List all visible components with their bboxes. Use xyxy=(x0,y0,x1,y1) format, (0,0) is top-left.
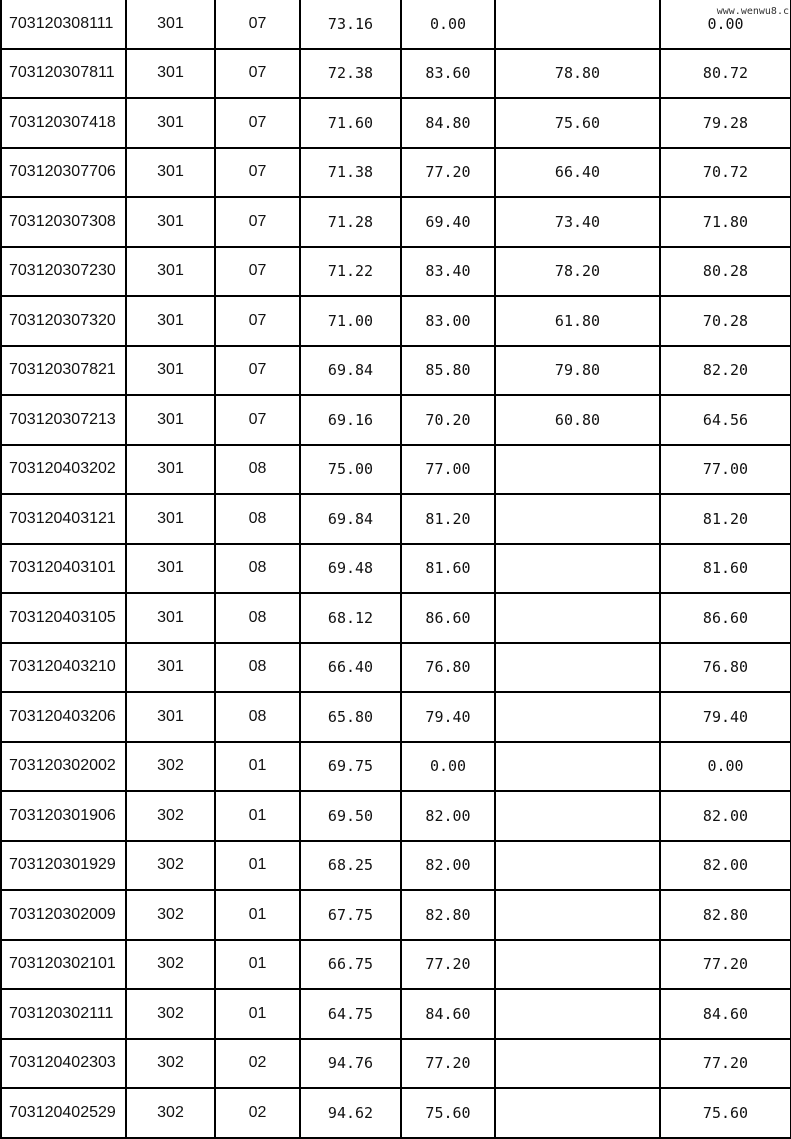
cell-final-score: 76.80 xyxy=(660,643,791,693)
cell-position-code: 301 xyxy=(126,247,215,297)
cell-written-score: 68.25 xyxy=(300,841,401,891)
cell-position-code: 301 xyxy=(126,98,215,148)
cell-final-score: 77.20 xyxy=(660,940,791,990)
cell-practical-score: 79.80 xyxy=(495,346,660,396)
cell-interview-score: 79.40 xyxy=(401,692,495,742)
cell-candidate-id: 703120302101 xyxy=(1,940,126,990)
cell-final-score: 64.56 xyxy=(660,395,791,445)
cell-practical-score: 73.40 xyxy=(495,197,660,247)
cell-final-score: 77.00 xyxy=(660,445,791,495)
cell-practical-score xyxy=(495,0,660,49)
cell-group-code: 07 xyxy=(215,395,300,445)
cell-candidate-id: 703120403101 xyxy=(1,544,126,594)
cell-position-code: 301 xyxy=(126,49,215,99)
table-body xyxy=(1,0,791,1138)
cell-group-code: 01 xyxy=(215,940,300,990)
cell-practical-score xyxy=(495,643,660,693)
cell-written-score: 72.38 xyxy=(300,49,401,99)
cell-practical-score xyxy=(495,1039,660,1089)
cell-position-code: 302 xyxy=(126,791,215,841)
cell-interview-score: 86.60 xyxy=(401,593,495,643)
cell-practical-score xyxy=(495,791,660,841)
cell-written-score: 94.76 xyxy=(300,1039,401,1089)
cell-position-code: 301 xyxy=(126,148,215,198)
cell-final-score: 82.00 xyxy=(660,841,791,891)
cell-group-code: 08 xyxy=(215,593,300,643)
cell-final-score: 70.28 xyxy=(660,296,791,346)
cell-interview-score: 76.80 xyxy=(401,643,495,693)
table-row xyxy=(1,791,791,841)
cell-written-score: 66.40 xyxy=(300,643,401,693)
cell-candidate-id: 703120307418 xyxy=(1,98,126,148)
cell-practical-score: 61.80 xyxy=(495,296,660,346)
table-row xyxy=(1,148,791,198)
cell-interview-score: 75.60 xyxy=(401,1088,495,1138)
cell-group-code: 08 xyxy=(215,544,300,594)
cell-group-code: 01 xyxy=(215,989,300,1039)
cell-final-score: 84.60 xyxy=(660,989,791,1039)
cell-final-score: 80.28 xyxy=(660,247,791,297)
cell-position-code: 301 xyxy=(126,296,215,346)
cell-group-code: 07 xyxy=(215,197,300,247)
table-row xyxy=(1,49,791,99)
cell-written-score: 71.28 xyxy=(300,197,401,247)
cell-candidate-id: 703120403206 xyxy=(1,692,126,742)
cell-position-code: 302 xyxy=(126,940,215,990)
cell-interview-score: 69.40 xyxy=(401,197,495,247)
cell-interview-score: 84.60 xyxy=(401,989,495,1039)
cell-practical-score: 78.80 xyxy=(495,49,660,99)
cell-candidate-id: 703120307811 xyxy=(1,49,126,99)
cell-interview-score: 0.00 xyxy=(401,742,495,792)
cell-group-code: 01 xyxy=(215,890,300,940)
cell-position-code: 302 xyxy=(126,1039,215,1089)
cell-written-score: 69.84 xyxy=(300,494,401,544)
watermark-text: www.wenwu8.c xyxy=(716,6,789,17)
table-row xyxy=(1,0,791,49)
cell-written-score: 69.16 xyxy=(300,395,401,445)
cell-position-code: 302 xyxy=(126,890,215,940)
cell-written-score: 67.75 xyxy=(300,890,401,940)
cell-group-code: 01 xyxy=(215,841,300,891)
cell-position-code: 301 xyxy=(126,445,215,495)
cell-written-score: 66.75 xyxy=(300,940,401,990)
cell-practical-score: 78.20 xyxy=(495,247,660,297)
cell-written-score: 94.62 xyxy=(300,1088,401,1138)
cell-practical-score: 66.40 xyxy=(495,148,660,198)
cell-final-score: 82.80 xyxy=(660,890,791,940)
cell-practical-score: 60.80 xyxy=(495,395,660,445)
cell-written-score: 71.22 xyxy=(300,247,401,297)
cell-final-score: 80.72 xyxy=(660,49,791,99)
cell-candidate-id: 703120307821 xyxy=(1,346,126,396)
cell-final-score: 0.00 xyxy=(660,0,791,49)
cell-group-code: 07 xyxy=(215,247,300,297)
cell-group-code: 08 xyxy=(215,643,300,693)
cell-written-score: 71.60 xyxy=(300,98,401,148)
cell-final-score: 70.72 xyxy=(660,148,791,198)
cell-group-code: 07 xyxy=(215,346,300,396)
cell-group-code: 07 xyxy=(215,296,300,346)
cell-written-score: 69.50 xyxy=(300,791,401,841)
cell-practical-score xyxy=(495,544,660,594)
cell-practical-score xyxy=(495,692,660,742)
cell-practical-score xyxy=(495,940,660,990)
cell-group-code: 07 xyxy=(215,98,300,148)
cell-practical-score xyxy=(495,742,660,792)
cell-candidate-id: 703120402529 xyxy=(1,1088,126,1138)
table-row xyxy=(1,593,791,643)
cell-position-code: 302 xyxy=(126,841,215,891)
cell-candidate-id: 703120301906 xyxy=(1,791,126,841)
cell-interview-score: 85.80 xyxy=(401,346,495,396)
table-row xyxy=(1,197,791,247)
cell-practical-score xyxy=(495,494,660,544)
cell-final-score: 77.20 xyxy=(660,1039,791,1089)
cell-final-score: 0.00 xyxy=(660,742,791,792)
cell-candidate-id: 703120403121 xyxy=(1,494,126,544)
cell-written-score: 75.00 xyxy=(300,445,401,495)
cell-written-score: 69.48 xyxy=(300,544,401,594)
cell-position-code: 302 xyxy=(126,742,215,792)
cell-candidate-id: 703120402303 xyxy=(1,1039,126,1089)
cell-final-score: 81.20 xyxy=(660,494,791,544)
cell-interview-score: 83.40 xyxy=(401,247,495,297)
table-row xyxy=(1,98,791,148)
cell-final-score: 75.60 xyxy=(660,1088,791,1138)
cell-candidate-id: 703120307320 xyxy=(1,296,126,346)
cell-written-score: 71.38 xyxy=(300,148,401,198)
cell-position-code: 301 xyxy=(126,692,215,742)
cell-candidate-id: 703120301929 xyxy=(1,841,126,891)
cell-written-score: 64.75 xyxy=(300,989,401,1039)
cell-position-code: 302 xyxy=(126,1088,215,1138)
cell-group-code: 07 xyxy=(215,49,300,99)
cell-written-score: 73.16 xyxy=(300,0,401,49)
table-row xyxy=(1,742,791,792)
cell-position-code: 301 xyxy=(126,197,215,247)
cell-position-code: 301 xyxy=(126,395,215,445)
cell-group-code: 02 xyxy=(215,1039,300,1089)
cell-candidate-id: 703120302111 xyxy=(1,989,126,1039)
cell-final-score: 82.00 xyxy=(660,791,791,841)
cell-practical-score xyxy=(495,841,660,891)
table-row xyxy=(1,494,791,544)
cell-group-code: 08 xyxy=(215,494,300,544)
cell-final-score: 79.28 xyxy=(660,98,791,148)
cell-final-score: 79.40 xyxy=(660,692,791,742)
cell-interview-score: 84.80 xyxy=(401,98,495,148)
cell-interview-score: 81.20 xyxy=(401,494,495,544)
cell-position-code: 301 xyxy=(126,346,215,396)
cell-practical-score xyxy=(495,445,660,495)
table-row xyxy=(1,643,791,693)
table-row xyxy=(1,544,791,594)
cell-written-score: 71.00 xyxy=(300,296,401,346)
cell-interview-score: 83.60 xyxy=(401,49,495,99)
table-row xyxy=(1,940,791,990)
cell-written-score: 69.84 xyxy=(300,346,401,396)
cell-practical-score xyxy=(495,1088,660,1138)
cell-group-code: 08 xyxy=(215,445,300,495)
cell-interview-score: 82.00 xyxy=(401,841,495,891)
cell-written-score: 69.75 xyxy=(300,742,401,792)
cell-written-score: 68.12 xyxy=(300,593,401,643)
cell-candidate-id: 703120302009 xyxy=(1,890,126,940)
cell-group-code: 01 xyxy=(215,742,300,792)
cell-candidate-id: 703120302002 xyxy=(1,742,126,792)
cell-candidate-id: 703120307230 xyxy=(1,247,126,297)
table-row xyxy=(1,296,791,346)
cell-position-code: 302 xyxy=(126,989,215,1039)
table-row xyxy=(1,1039,791,1089)
cell-interview-score: 77.20 xyxy=(401,940,495,990)
cell-interview-score: 81.60 xyxy=(401,544,495,594)
table-row xyxy=(1,841,791,891)
cell-final-score: 81.60 xyxy=(660,544,791,594)
cell-final-score: 82.20 xyxy=(660,346,791,396)
cell-interview-score: 83.00 xyxy=(401,296,495,346)
cell-interview-score: 77.20 xyxy=(401,148,495,198)
cell-interview-score: 82.00 xyxy=(401,791,495,841)
cell-candidate-id: 703120307213 xyxy=(1,395,126,445)
cell-group-code: 01 xyxy=(215,791,300,841)
cell-interview-score: 77.00 xyxy=(401,445,495,495)
cell-interview-score: 70.20 xyxy=(401,395,495,445)
cell-candidate-id: 703120308111 xyxy=(1,0,126,49)
cell-position-code: 301 xyxy=(126,544,215,594)
cell-position-code: 301 xyxy=(126,643,215,693)
cell-candidate-id: 703120403210 xyxy=(1,643,126,693)
cell-candidate-id: 703120307706 xyxy=(1,148,126,198)
cell-final-score: 86.60 xyxy=(660,593,791,643)
cell-position-code: 301 xyxy=(126,593,215,643)
table-row xyxy=(1,890,791,940)
cell-group-code: 02 xyxy=(215,1088,300,1138)
cell-interview-score: 82.80 xyxy=(401,890,495,940)
cell-practical-score xyxy=(495,890,660,940)
cell-group-code: 07 xyxy=(215,0,300,49)
table-row xyxy=(1,692,791,742)
cell-candidate-id: 703120403105 xyxy=(1,593,126,643)
cell-group-code: 08 xyxy=(215,692,300,742)
cell-interview-score: 0.00 xyxy=(401,0,495,49)
table-row xyxy=(1,989,791,1039)
table-row xyxy=(1,1088,791,1138)
cell-practical-score xyxy=(495,593,660,643)
cell-practical-score: 75.60 xyxy=(495,98,660,148)
cell-position-code: 301 xyxy=(126,494,215,544)
cell-practical-score xyxy=(495,989,660,1039)
table-row xyxy=(1,247,791,297)
cell-candidate-id: 703120307308 xyxy=(1,197,126,247)
cell-final-score: 71.80 xyxy=(660,197,791,247)
table-row xyxy=(1,346,791,396)
cell-interview-score: 77.20 xyxy=(401,1039,495,1089)
cell-candidate-id: 703120403202 xyxy=(1,445,126,495)
cell-written-score: 65.80 xyxy=(300,692,401,742)
cell-position-code: 301 xyxy=(126,0,215,49)
table-row xyxy=(1,395,791,445)
table-row xyxy=(1,445,791,495)
cell-group-code: 07 xyxy=(215,148,300,198)
